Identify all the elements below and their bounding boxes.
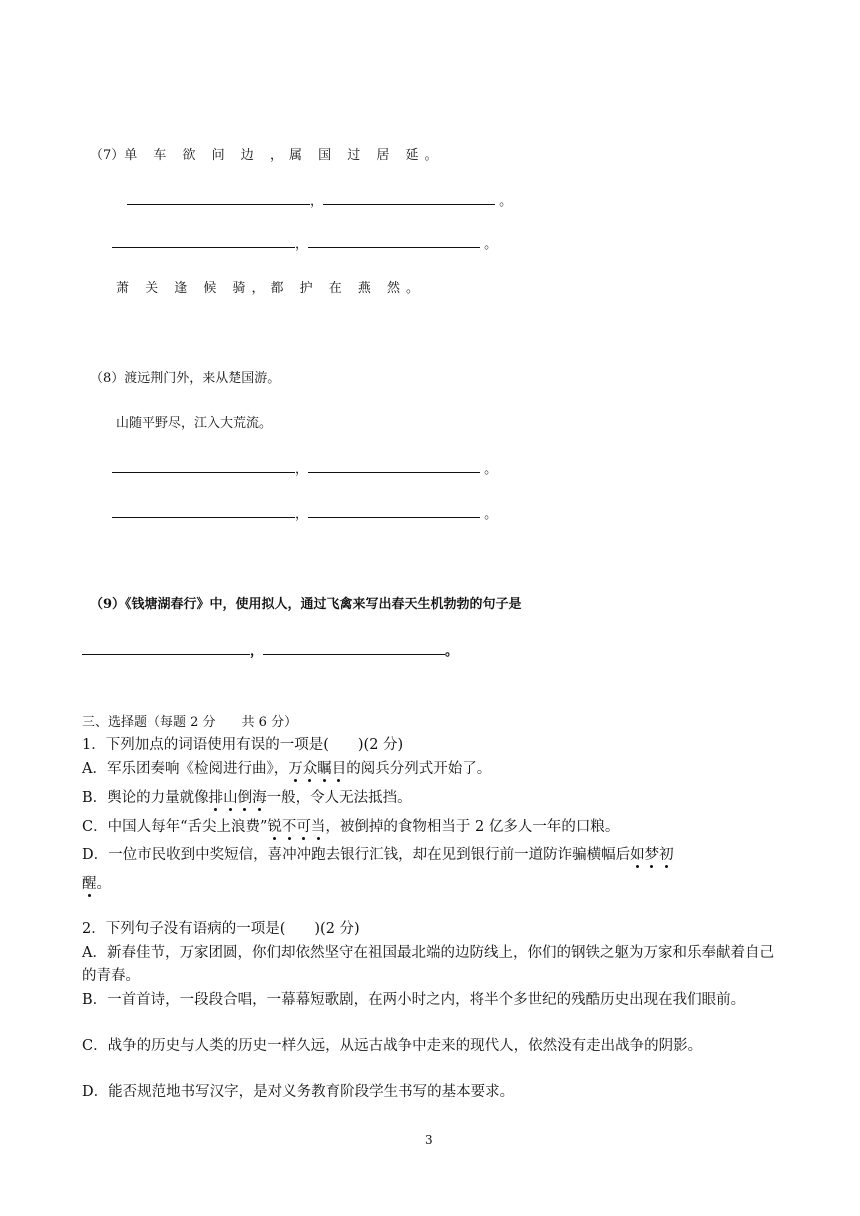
answer-blank[interactable] bbox=[127, 190, 310, 205]
option-text: C．中国人每年“舌尖上浪费” bbox=[82, 819, 268, 835]
mc2-option-c: C．战争的历史与人类的历史一样久远，从远古战争中走来的现代人，依然没有走出战争的阴影。 bbox=[82, 1038, 703, 1054]
page-number: 3 bbox=[425, 1133, 433, 1147]
dotted-char: 不 bbox=[281, 819, 297, 835]
q7-label: （7） bbox=[90, 148, 125, 163]
q9-label: （9） bbox=[90, 597, 126, 612]
option-text: 的阅兵分列式开始了。 bbox=[346, 761, 492, 777]
mc1-option-d-line2 bbox=[82, 873, 111, 896]
q7-answer-line-2 bbox=[112, 233, 497, 252]
dotted-char: 当 bbox=[310, 819, 326, 835]
q7-verse-4: 萧 关 逢 候 骑，都 护 在 燕 然。 bbox=[116, 281, 426, 296]
mc2-option-b: B．一首首诗，一段段合唱，一幕幕短歌剧，在两小时之内，将半个多世纪的残酷历史出现在我们眼前。 bbox=[82, 992, 746, 1008]
answer-blank[interactable] bbox=[308, 458, 480, 473]
option-text: D．一位市民收到中奖短信，喜冲冲跑去银行汇钱，却在见到银行前一道防诈骗横幅后 bbox=[82, 847, 631, 863]
section-title: 三、选择题（每题 2 分 共 6 分） bbox=[82, 715, 298, 730]
dotted-char: 初 bbox=[659, 847, 674, 863]
option-text: 一般，令人无法抵挡。 bbox=[266, 790, 412, 806]
option-text: ，被倒掉的食物相当于 2 亿多人一年的口粮。 bbox=[325, 819, 620, 835]
q8-label: （8） bbox=[90, 371, 125, 386]
mc1-stem: 1．下列加点的词语使用有误的一项是( )(2 分) bbox=[82, 737, 404, 753]
q8-verse-2: 山随平野尽，江入大荒流。 bbox=[116, 416, 273, 431]
q7-verse-1: 单 车 欲 问 边 ，属 国 过 居 延。 bbox=[124, 148, 444, 163]
period: 。 bbox=[484, 507, 498, 522]
comma: ， bbox=[295, 462, 309, 477]
dotted-char: 梦 bbox=[644, 847, 660, 863]
mc2-option-a: A．新春佳节，万家团圆，你们却依然坚守在祖国最北端的边防线上，你们的钢铁之躯为万家和乐奉献着自己的青春。 bbox=[82, 945, 774, 984]
q7-answer-line-1 bbox=[127, 190, 512, 209]
comma: ， bbox=[295, 507, 309, 522]
answer-blank[interactable] bbox=[323, 190, 495, 205]
dotted-char: 倒 bbox=[237, 790, 253, 806]
comma: ， bbox=[295, 237, 309, 252]
answer-blank[interactable] bbox=[112, 233, 295, 248]
dotted-char: 锐 bbox=[267, 819, 282, 835]
dotted-char: 可 bbox=[296, 819, 311, 835]
period: 。 bbox=[484, 237, 498, 252]
period: 。 bbox=[484, 462, 498, 477]
answer-blank[interactable] bbox=[112, 458, 295, 473]
dotted-char: 海 bbox=[252, 790, 267, 806]
q7-line1 bbox=[90, 144, 443, 163]
dotted-char: 众 bbox=[302, 761, 318, 777]
dotted-char: 山 bbox=[223, 790, 238, 806]
mc1-option-b bbox=[82, 787, 412, 810]
q8-answer-line-1 bbox=[112, 458, 497, 477]
answer-blank[interactable] bbox=[112, 503, 295, 518]
mc1-option-d-line1 bbox=[82, 844, 674, 867]
dotted-char: 万 bbox=[288, 761, 303, 777]
dotted-char: 如 bbox=[630, 847, 645, 863]
period: 。 bbox=[445, 644, 459, 659]
q8-line1 bbox=[90, 367, 280, 386]
mc1-option-c bbox=[82, 816, 619, 839]
option-text: 。 bbox=[96, 876, 111, 892]
period: 。 bbox=[499, 194, 513, 209]
mc2-stem: 2．下列句子没有语病的一项是( )(2 分) bbox=[82, 921, 360, 937]
dotted-char: 排 bbox=[208, 790, 224, 806]
q8-verse-1: 渡远荆门外，来从楚国游。 bbox=[124, 371, 281, 386]
mc2-option-d: D．能否规范地书写汉字，是对义务教育阶段学生书写的基本要求。 bbox=[82, 1084, 515, 1100]
q8-answer-line-2 bbox=[112, 503, 497, 522]
mc1-option-a bbox=[82, 758, 491, 781]
option-text: B．舆论的力量就像 bbox=[82, 790, 209, 806]
answer-blank[interactable] bbox=[263, 640, 445, 655]
answer-blank[interactable] bbox=[308, 503, 480, 518]
q9-prompt-line bbox=[90, 593, 522, 612]
q9-prompt: 《钱塘湖春行》中，使用拟人，通过飞禽来写出春天生机勃勃的句子是 bbox=[125, 597, 522, 612]
answer-blank[interactable] bbox=[308, 233, 480, 248]
dotted-char: 醒 bbox=[82, 876, 97, 892]
comma: ， bbox=[310, 194, 324, 209]
dotted-char: 目 bbox=[331, 761, 347, 777]
q9-answer-line bbox=[82, 640, 458, 659]
dotted-char: 瞩 bbox=[317, 761, 332, 777]
option-text: A．军乐团奏响《检阅进行曲》， bbox=[82, 761, 289, 777]
answer-blank[interactable] bbox=[82, 640, 250, 655]
comma: ， bbox=[250, 644, 264, 659]
